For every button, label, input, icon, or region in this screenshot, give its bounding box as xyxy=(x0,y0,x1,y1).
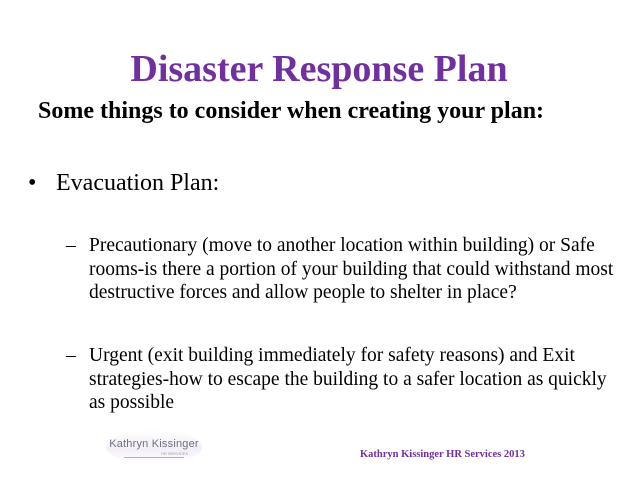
bullet-marker: • xyxy=(28,170,37,196)
dash-marker: – xyxy=(66,235,76,256)
sub-item-text: Precautionary (move to another location within building) or Safe rooms-is there a portion of your building that could withstand most destructive forces and allow people to shelter in place? xyxy=(89,235,614,303)
bullet-evacuation-plan xyxy=(28,168,219,198)
sub-item-text: Urgent (exit building immediately for safety reasons) and Exit strategies-how to escape the building to a safer location as quickly as possible xyxy=(89,345,607,413)
slide-subtitle: Some things to consider when creating your plan: xyxy=(38,98,545,124)
slide-title: Disaster Response Plan xyxy=(130,48,508,90)
logo-underline xyxy=(124,457,184,458)
dash-marker: – xyxy=(66,345,76,366)
sub-item-urgent xyxy=(66,344,619,415)
bullet-text: Evacuation Plan: xyxy=(56,170,220,196)
logo-tagline: HR SERVICES xyxy=(160,451,188,456)
logo-name: Kathryn Kissinger xyxy=(109,438,199,450)
sub-item-precautionary xyxy=(66,234,619,305)
footer-text: Kathryn Kissinger HR Services 2013 xyxy=(360,449,525,460)
company-logo xyxy=(106,430,202,464)
